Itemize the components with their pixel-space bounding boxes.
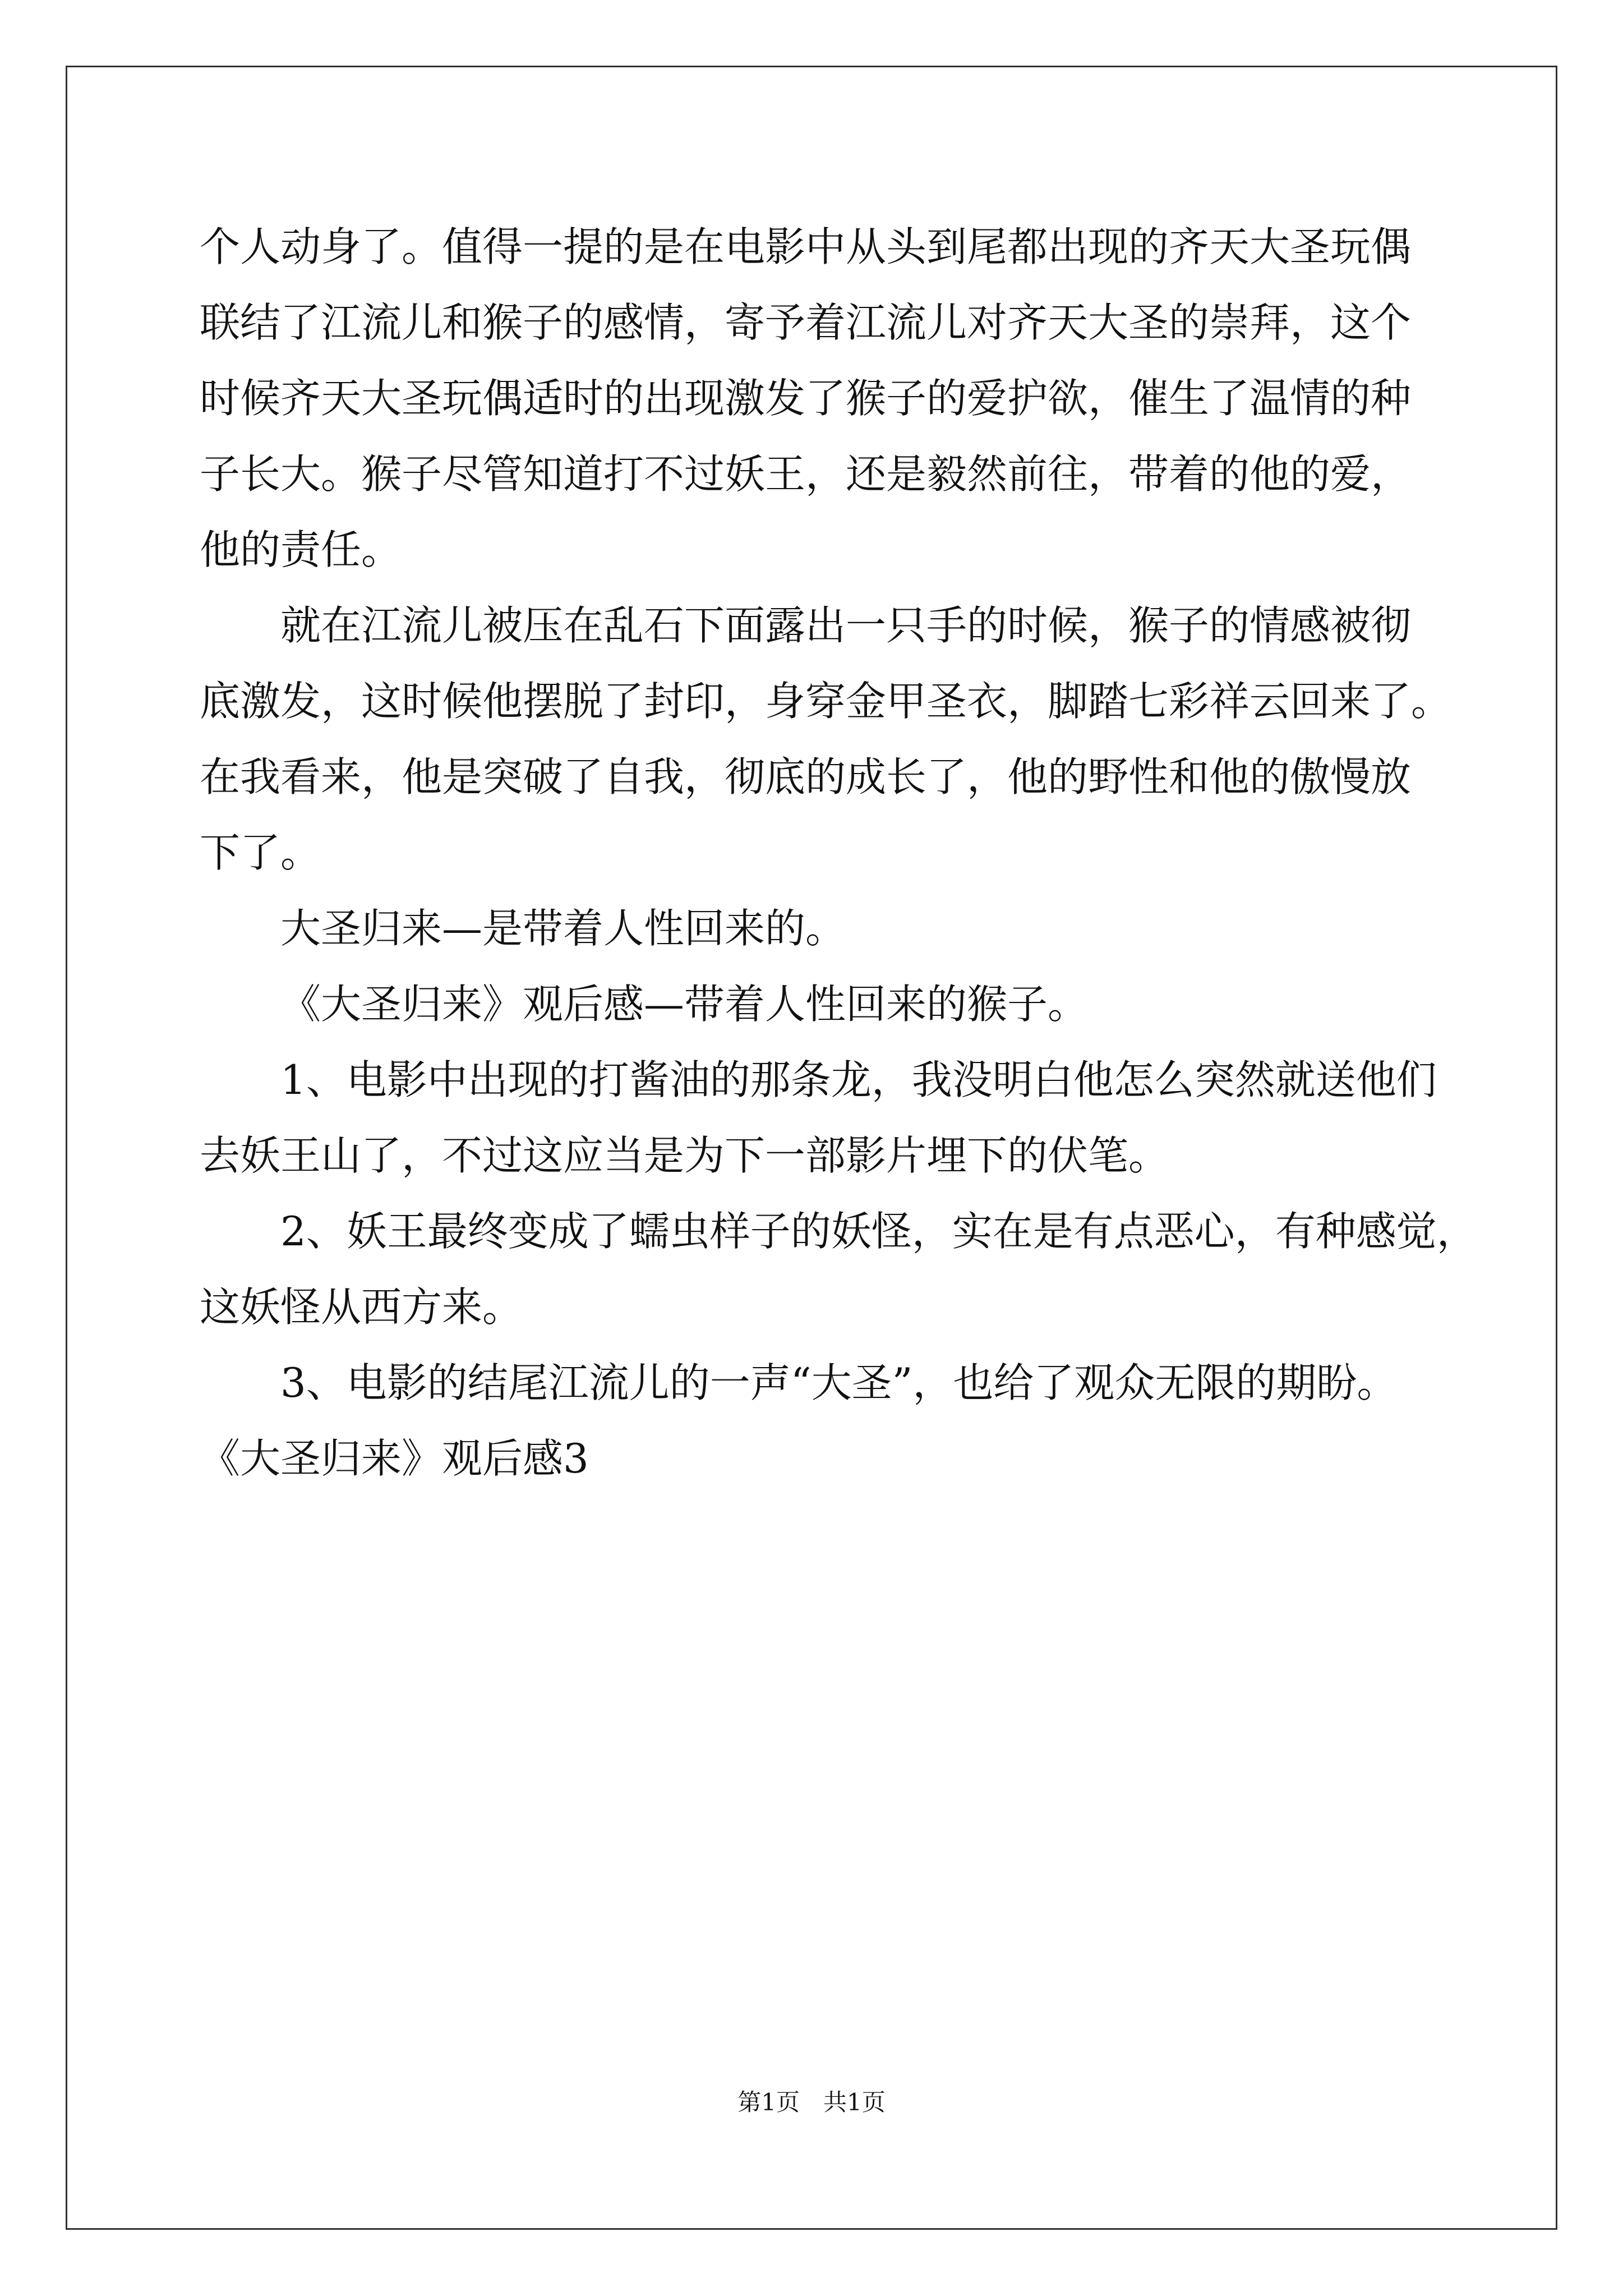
text-line: 在我看来，他是突破了自我，彻底的成长了，他的野性和他的傲慢放 bbox=[200, 753, 1412, 800]
text-line: 时候齐天大圣玩偶适时的出现激发了猴子的爱护欲，催生了温情的种 bbox=[200, 375, 1412, 422]
text-line: 就在江流儿被压在乱石下面露出一只手的时候，猴子的情感被彻 bbox=[280, 602, 1412, 649]
page-footer: 第1页 共1页 bbox=[737, 2088, 886, 2116]
text-line: 《大圣归来》观后感—带着人性回来的猴子。 bbox=[280, 981, 1089, 1028]
text-line: 底激发，这时候他摆脱了封印，身穿金甲圣衣，脚踏七彩祥云回来了。 bbox=[200, 678, 1452, 725]
text-line: 他的责任。 bbox=[200, 526, 402, 573]
text-line: 下了。 bbox=[200, 829, 321, 876]
text-line: 这妖怪从西方来。 bbox=[200, 1283, 523, 1331]
text-line: 3、电影的结尾江流儿的一声“大圣”，也给了观众无限的期盼。 bbox=[280, 1359, 1398, 1406]
text-line: 1、电影中出现的打酱油的那条龙，我没明白他怎么突然就送他们 bbox=[280, 1056, 1437, 1103]
text-line: 联结了江流儿和猴子的感情，寄予着江流儿对齐天大圣的崇拜，这个 bbox=[200, 299, 1412, 346]
text-line: 大圣归来—是带着人性回来的。 bbox=[280, 905, 846, 952]
text-line: 子长大。猴子尽管知道打不过妖王，还是毅然前往，带着的他的爱， bbox=[200, 450, 1412, 498]
text-line: 去妖王山了，不过这应当是为下一部影片埋下的伏笔。 bbox=[200, 1132, 1169, 1179]
text-line: 2、妖王最终变成了蠕虫样子的妖怪，实在是有点恶心，有种感觉， bbox=[280, 1208, 1477, 1255]
section-heading: 《大圣归来》观后感3 bbox=[200, 1435, 589, 1482]
text-line: 个人动身了。值得一提的是在电影中从头到尾都出现的齐天大圣玩偶 bbox=[200, 223, 1412, 270]
